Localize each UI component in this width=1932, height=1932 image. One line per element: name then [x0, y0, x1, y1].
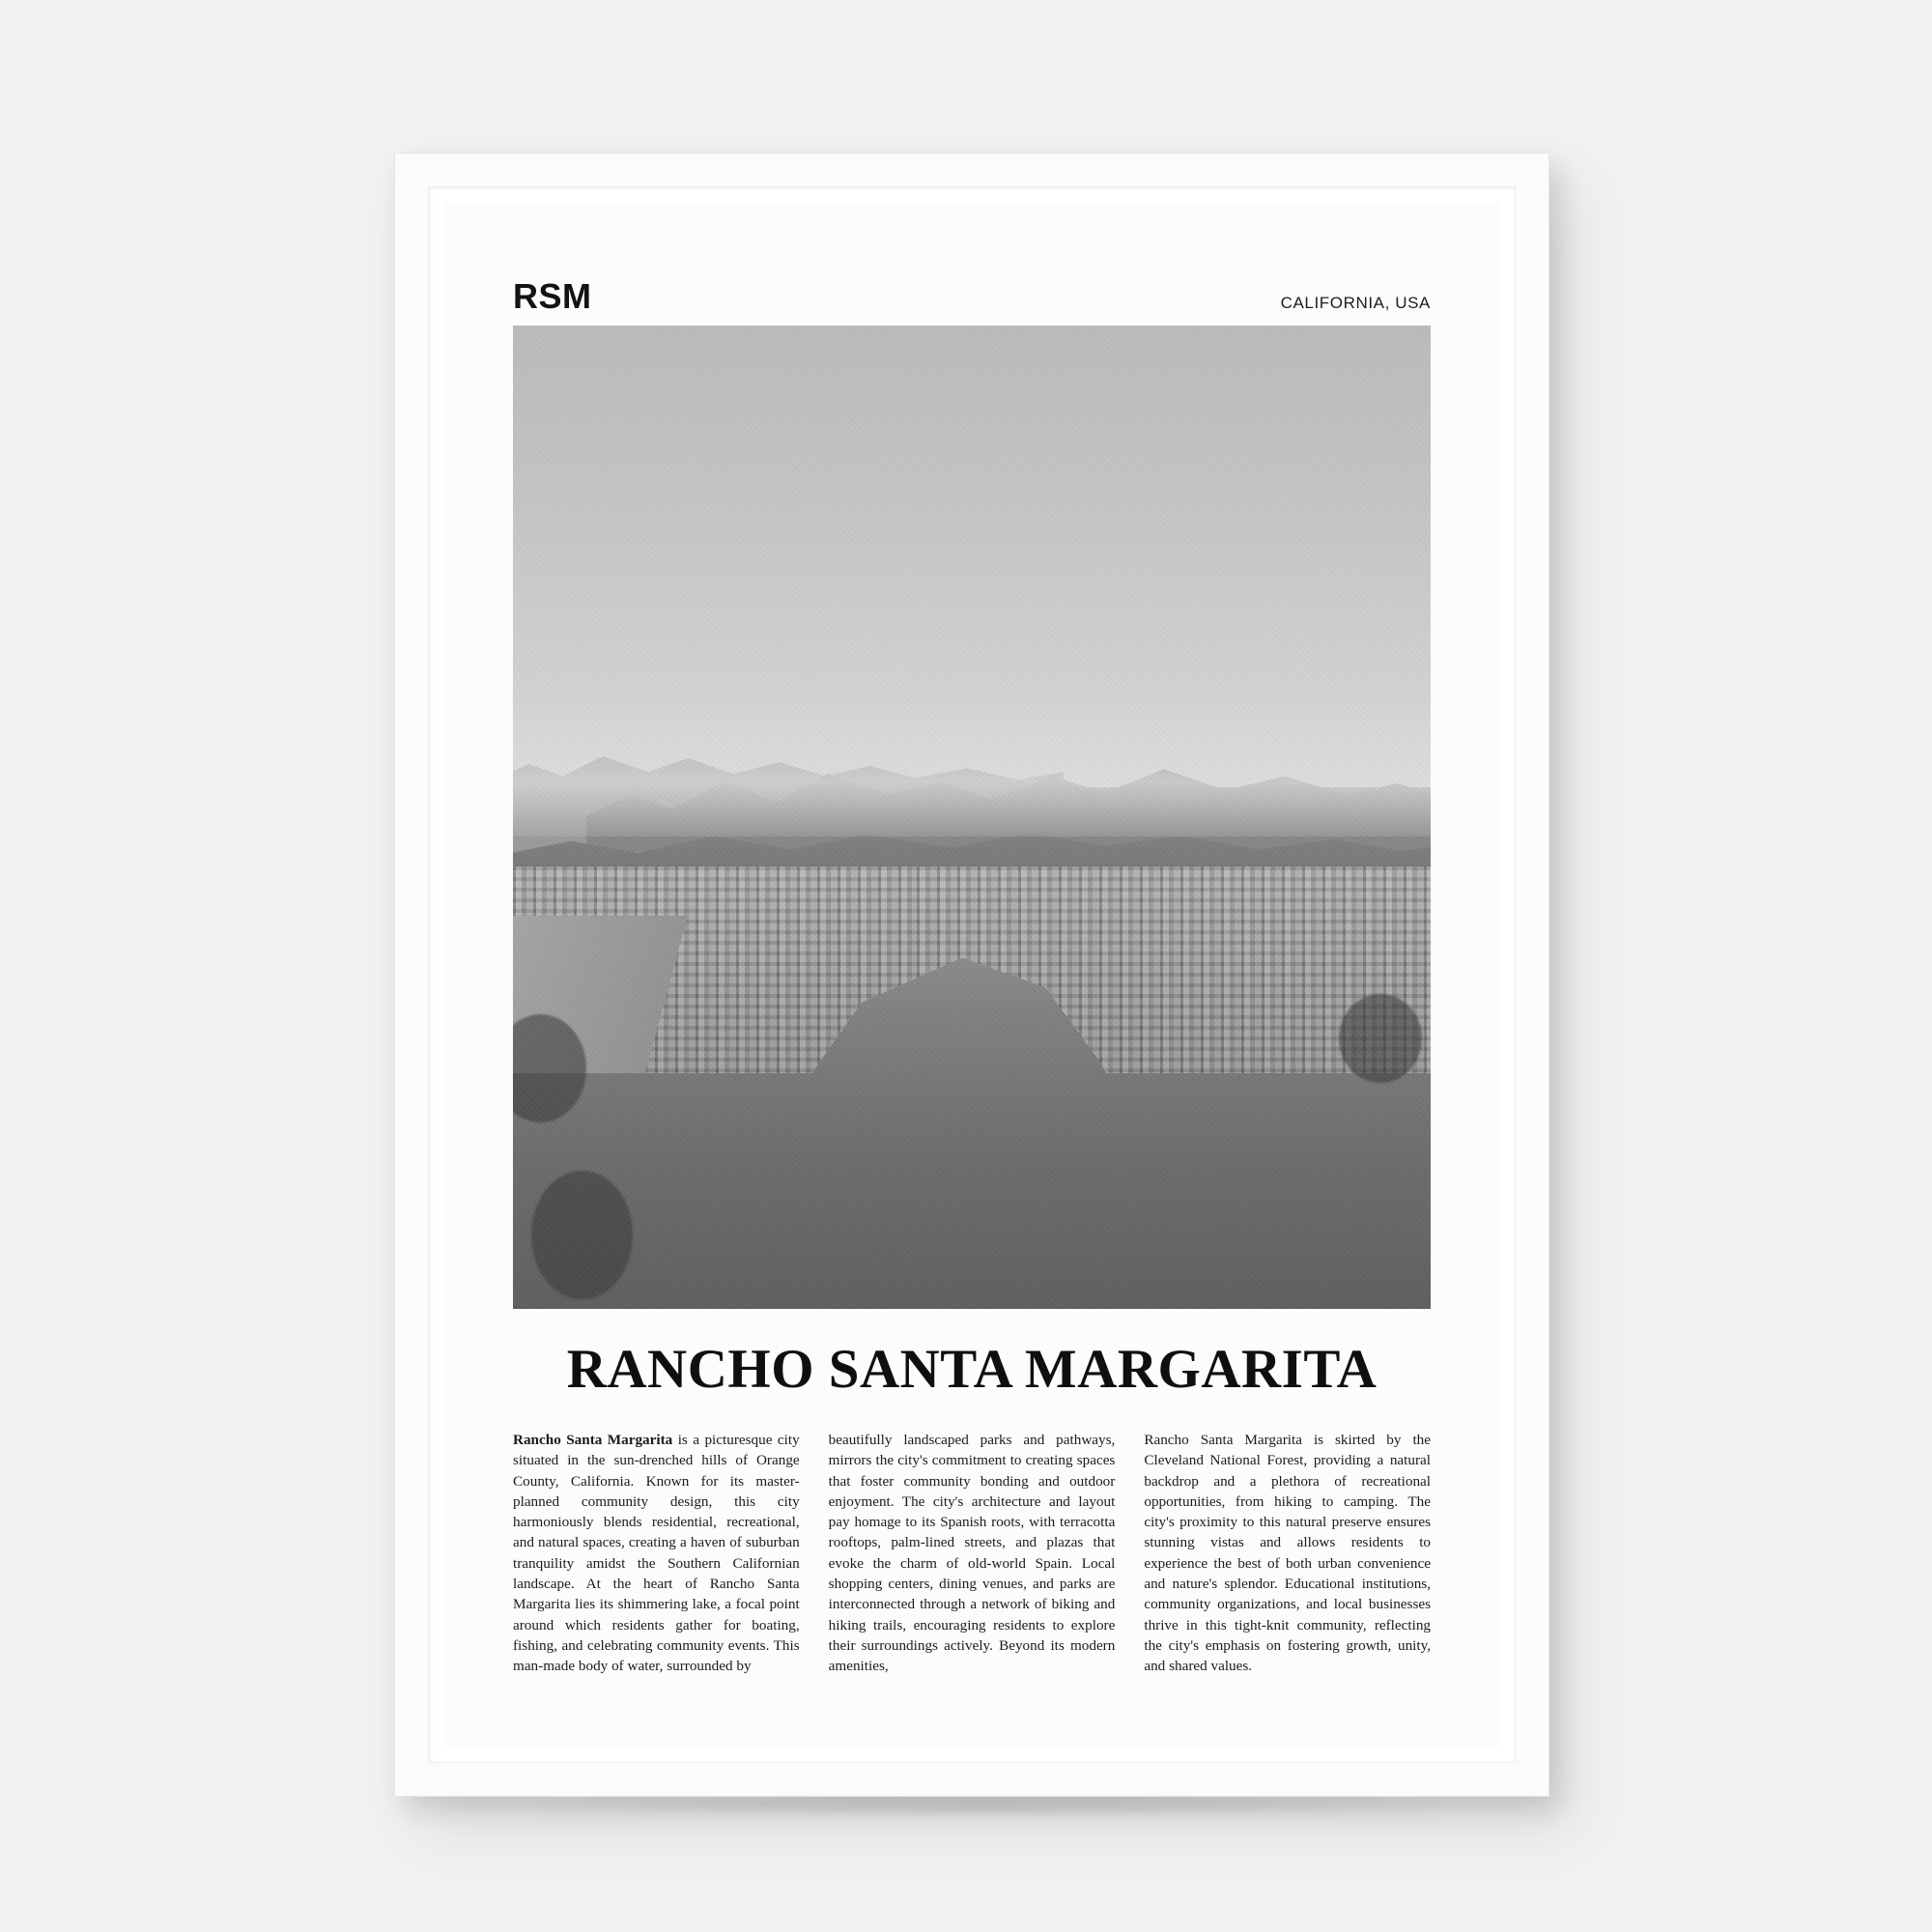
- lake-foreground: [513, 1073, 1431, 1309]
- brand-abbreviation: RSM: [513, 276, 592, 316]
- palm-foliage-right: [1339, 994, 1422, 1083]
- description-columns: [513, 1430, 1431, 1676]
- description-column-1: [513, 1430, 800, 1676]
- poster-sheet: [443, 202, 1500, 1747]
- description-column-3: [1144, 1430, 1431, 1676]
- description-text-2: beautifully landscaped parks and pathways, mirrors the city's commitment to creating spaces that foster community bonding and outdoor enjoyment. The city's architecture and layout pay homage to its Spanish roots, with terracotta rooftops, palm-lined streets, and plazas that evoke the charm of old-world Spain. Local shopping centers, dining venues, and parks are interconnected through a network of biking and hiking trails, encouraging residents to explore their surroundings actively. Beyond its modern amenities,: [828, 1432, 1116, 1675]
- poster-title: RANCHO SANTA MARGARITA: [566, 1339, 1378, 1400]
- picture-frame: [394, 153, 1549, 1797]
- poster-header: [513, 276, 1431, 326]
- poster-photograph: [513, 326, 1431, 1309]
- atmospheric-haze: [513, 699, 1431, 838]
- description-text-3: Rancho Santa Margarita is skirted by the Cleveland National Forest, providing a natural backdrop and a plethora of recreational opportunities, from hiking to camping. The city's proximity to this natural preserve ensures stunning vistas and allows residents to experience the best of both urban convenience and nature's splendor. Educational institutions, community organizations, and local businesses thrive in this tight-knit community, reflecting the city's emphasis on fostering growth, unity, and shared values.: [1144, 1432, 1432, 1675]
- description-lead-in: Rancho Santa Margarita: [513, 1432, 673, 1448]
- palm-foliage-foreground: [531, 1171, 633, 1298]
- poster-content: [513, 276, 1432, 1675]
- description-text-1: is a picturesque city situated in the sun-drenched hills of Orange County, California. Known for its master-planned community design, this city harmoniously blends residential, recreational, and natural spaces, creating a haven of suburban tranquility amidst the Southern Californian landscape. At the heart of Rancho Santa Margarita lies its shimmering lake, a focal point around which residents gather for boating, fishing, and celebrating community events. This man-made body of water, surrounded by: [513, 1432, 800, 1675]
- description-column-2: [829, 1430, 1116, 1676]
- region-label: CALIFORNIA, USA: [1280, 294, 1431, 312]
